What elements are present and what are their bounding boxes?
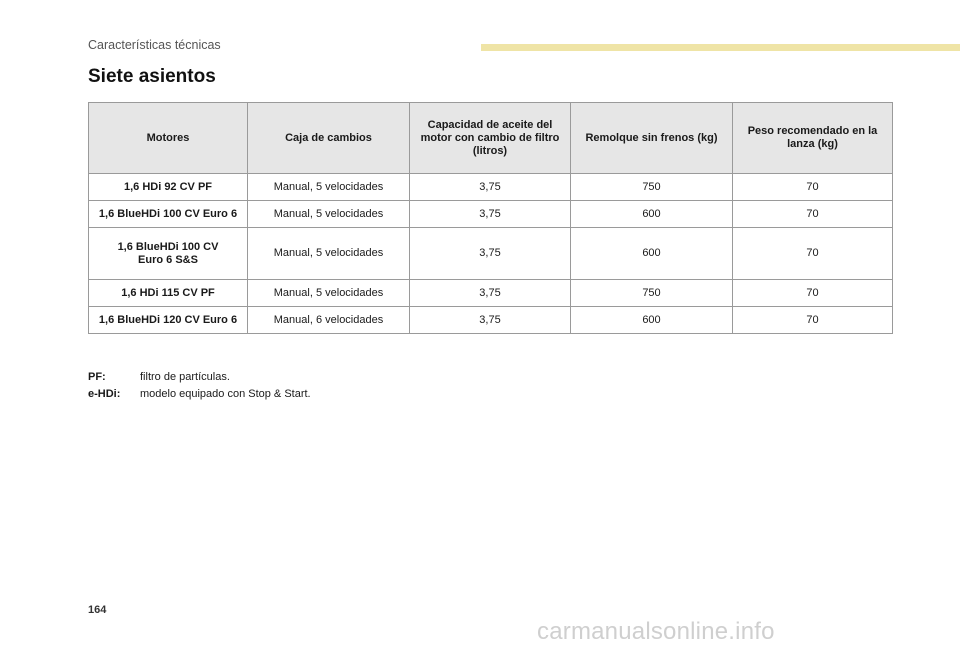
section-header: Características técnicas: [88, 38, 221, 52]
footnotes: [88, 371, 311, 405]
specs-table: [88, 102, 893, 334]
footnote-item: [88, 388, 311, 400]
column-header-noseweight: Peso recomendado en la lanza (kg): [733, 103, 893, 174]
oil-capacity-cell: 3,75: [410, 280, 571, 307]
column-header-gearbox: Caja de cambios: [248, 103, 410, 174]
unbraked-trailer-cell: 600: [571, 228, 733, 280]
unbraked-trailer-cell: 600: [571, 307, 733, 334]
engine-cell: 1,6 BlueHDi 120 CV Euro 6: [89, 307, 248, 334]
table-header-row: [89, 103, 893, 174]
noseweight-cell: 70: [733, 201, 893, 228]
footnote-item: [88, 371, 311, 383]
footnote-key: e-HDi:: [88, 388, 121, 400]
gearbox-cell: Manual, 6 velocidades: [248, 307, 410, 334]
unbraked-trailer-cell: 600: [571, 201, 733, 228]
table-row: [89, 307, 893, 334]
oil-capacity-cell: 3,75: [410, 228, 571, 280]
table-row: [89, 228, 893, 280]
oil-capacity-cell: 3,75: [410, 201, 571, 228]
noseweight-cell: 70: [733, 228, 893, 280]
footnote-text: filtro de partículas.: [140, 371, 230, 383]
gearbox-cell: Manual, 5 velocidades: [248, 228, 410, 280]
engine-cell: 1,6 BlueHDi 100 CV Euro 6: [89, 201, 248, 228]
gearbox-cell: Manual, 5 velocidades: [248, 280, 410, 307]
page-number: 164: [88, 604, 107, 616]
header-accent-bar: [481, 44, 960, 51]
footnote-key: PF:: [88, 371, 106, 383]
engine-cell: 1,6 HDi 115 CV PF: [89, 280, 248, 307]
footnote-text: modelo equipado con Stop & Start.: [140, 388, 311, 400]
column-header-unbraked-trailer: Remolque sin frenos (kg): [571, 103, 733, 174]
unbraked-trailer-cell: 750: [571, 280, 733, 307]
table-row: [89, 174, 893, 201]
noseweight-cell: 70: [733, 174, 893, 201]
oil-capacity-cell: 3,75: [410, 307, 571, 334]
unbraked-trailer-cell: 750: [571, 174, 733, 201]
noseweight-cell: 70: [733, 307, 893, 334]
column-header-engines: Motores: [89, 103, 248, 174]
gearbox-cell: Manual, 5 velocidades: [248, 201, 410, 228]
page-title: Siete asientos: [88, 66, 216, 87]
column-header-oil-capacity: Capacidad de aceite del motor con cambio de filtro (litros): [410, 103, 571, 174]
gearbox-cell: Manual, 5 velocidades: [248, 174, 410, 201]
table-row: [89, 280, 893, 307]
table-row: [89, 201, 893, 228]
engine-cell: 1,6 BlueHDi 100 CV Euro 6 S&S: [89, 228, 248, 280]
oil-capacity-cell: 3,75: [410, 174, 571, 201]
watermark: carmanualsonline.info: [537, 618, 775, 645]
engine-cell: 1,6 HDi 92 CV PF: [89, 174, 248, 201]
noseweight-cell: 70: [733, 280, 893, 307]
